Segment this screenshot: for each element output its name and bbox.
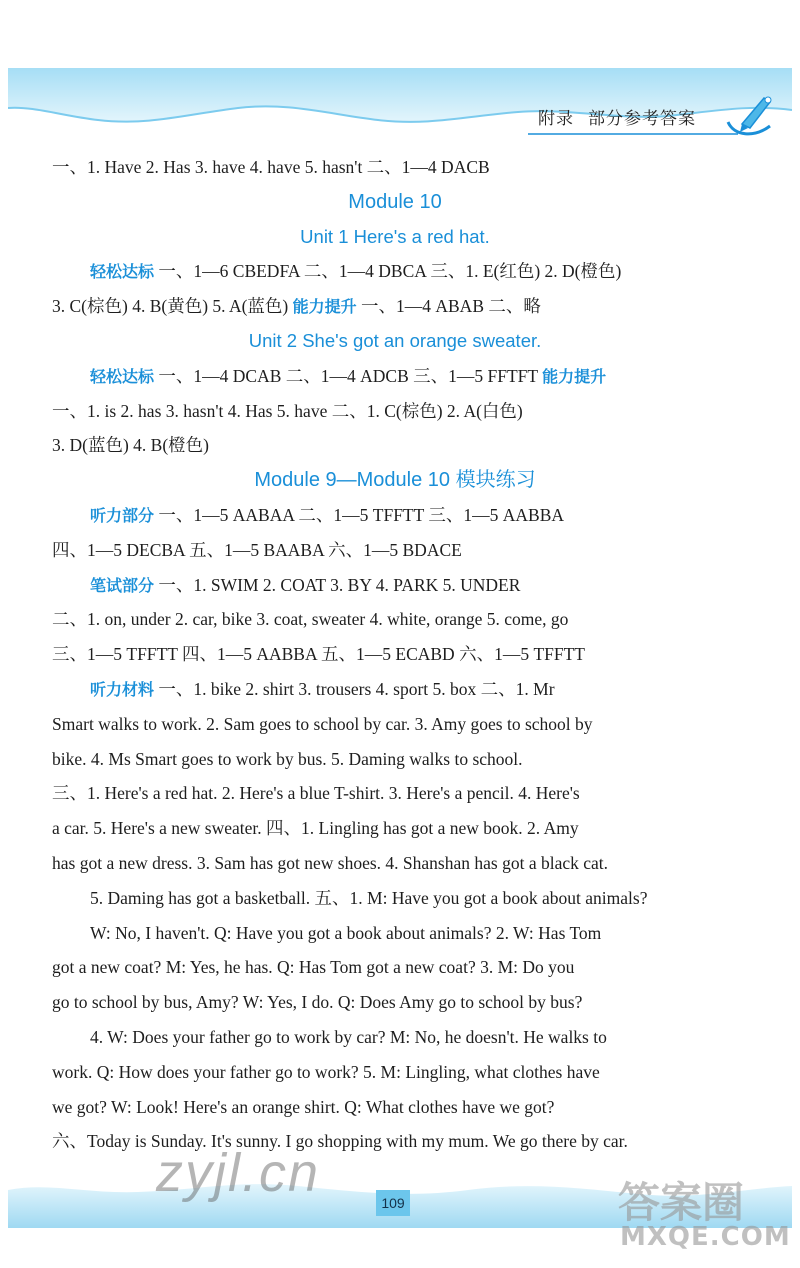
watermark-daanquan: 答案圈 [618, 1178, 745, 1227]
line-text: go to school by bus, Amy? W: Yes, I do. Q: Does Amy go to school by bus? [52, 992, 583, 1013]
answer-line [52, 950, 738, 985]
line-text: 一、1—5 AABAA 二、1—5 TFFTT 三、1—5 AABBA [154, 504, 565, 525]
section-tag: 能力提升 [542, 366, 607, 386]
answer-line [52, 846, 738, 881]
unit-heading [52, 324, 738, 359]
answer-line [52, 881, 738, 916]
line-text: 三、1—5 TFFTT 四、1—5 AABBA 五、1—5 ECABD 六、1—5 TFFTT [52, 644, 585, 665]
answer-line [52, 498, 738, 533]
line-text: 4. W: Does your father go to work by car? M: No, he doesn't. He walks to [90, 1026, 607, 1047]
answer-line [52, 672, 738, 707]
answer-content [52, 150, 738, 1159]
line-text: a car. 5. Here's a new sweater. 四、1. Lingling has got a new book. 2. Amy [52, 818, 579, 839]
answer-line [52, 359, 738, 394]
line-text: Module 10 [348, 190, 442, 213]
line-text: 六、Today is Sunday. It's sunny. I go shopping with my mum. We go there by car. [52, 1131, 628, 1152]
answer-line [52, 707, 738, 742]
line-text: 一、1. SWIM 2. COAT 3. BY 4. PARK 5. UNDER [154, 574, 521, 595]
answer-line [52, 1090, 738, 1125]
section-tag: 听力部分 [90, 505, 155, 525]
answer-line [52, 1124, 738, 1159]
section-heading [52, 185, 738, 220]
answer-line [52, 150, 738, 185]
line-text: 3. C(棕色) 4. B(黄色) 5. A(蓝色) [52, 296, 293, 317]
answer-line [52, 394, 738, 429]
line-text: 一、1. bike 2. shirt 3. trousers 4. sport 5. box 二、1. Mr [154, 678, 555, 699]
line-text: W: No, I haven't. Q: Have you got a book about animals? 2. W: Has Tom [90, 922, 602, 943]
line-text: 一、1—4 DCAB 二、1—4 ADCB 三、1—5 FFTFT [154, 365, 543, 386]
line-text: Unit 2 She's got an orange sweater. [248, 329, 542, 351]
line-text: 5. Daming has got a basketball. 五、1. M: Have you got a book about animals? [90, 887, 648, 908]
line-text: has got a new dress. 3. Sam has got new shoes. 4. Shanshan has got a black cat. [52, 852, 609, 873]
line-text: work. Q: How does your father go to work? 5. M: Lingling, what clothes have [52, 1061, 600, 1082]
pen-icon [724, 92, 780, 140]
answer-line [52, 811, 738, 846]
watermark-mxqe: MXQE.COM [620, 1222, 791, 1252]
answer-line [52, 776, 738, 811]
section-tag: 听力材料 [90, 679, 155, 699]
answer-line [52, 1055, 738, 1090]
answer-line [52, 289, 738, 324]
section-heading [52, 463, 738, 498]
page-number: 109 [376, 1190, 410, 1216]
answer-line [52, 533, 738, 568]
line-text: Module 9—Module 10 模块练习 [254, 469, 536, 492]
answer-line [52, 742, 738, 777]
answer-line [52, 254, 738, 289]
section-tag: 能力提升 [292, 297, 357, 317]
line-text: 一、1. is 2. has 3. hasn't 4. Has 5. have 二、1. C(棕色) 2. A(白色) [52, 400, 523, 421]
line-text: Unit 1 Here's a red hat. [300, 225, 490, 247]
section-tag: 笔试部分 [90, 575, 155, 595]
line-text: 一、1—4 ABAB 二、略 [356, 296, 541, 317]
watermark-zyjl: zyjl.cn [156, 1143, 321, 1203]
answer-line [52, 916, 738, 951]
answer-line [52, 985, 738, 1020]
header-appendix: 附录 [538, 109, 574, 129]
line-text: got a new coat? M: Yes, he has. Q: Has Tom got a new coat? 3. M: Do you [52, 957, 575, 978]
line-text: 三、1. Here's a red hat. 2. Here's a blue T-shirt. 3. Here's a pencil. 4. Here's [52, 783, 580, 804]
line-text: 一、1. Have 2. Has 3. have 4. have 5. hasn't 二、1—4 DACB [52, 157, 490, 177]
line-text: Smart walks to work. 2. Sam goes to school by car. 3. Amy goes to school by [52, 713, 593, 734]
section-tag: 轻松达标 [90, 366, 155, 386]
header-answers: 部分参考答案 [588, 109, 696, 129]
line-text: we got? W: Look! Here's an orange shirt. Q: What clothes have we got? [52, 1096, 555, 1117]
section-tag: 轻松达标 [90, 262, 155, 282]
answer-line [52, 428, 738, 463]
line-text: 二、1. on, under 2. car, bike 3. coat, sweater 4. white, orange 5. come, go [52, 609, 569, 630]
line-text: bike. 4. Ms Smart goes to work by bus. 5. Daming walks to school. [52, 748, 523, 769]
unit-heading [52, 220, 738, 255]
line-text: 3. D(蓝色) 4. B(橙色) [52, 435, 209, 456]
line-text: 四、1—5 DECBA 五、1—5 BAABA 六、1—5 BDACE [52, 539, 462, 560]
answer-line [52, 637, 738, 672]
answer-line [52, 602, 738, 637]
answer-line [52, 1020, 738, 1055]
line-text: 一、1—6 CBEDFA 二、1—4 DBCA 三、1. E(红色) 2. D(橙色) [154, 261, 622, 282]
answer-line [52, 568, 738, 603]
header-title [538, 104, 710, 129]
